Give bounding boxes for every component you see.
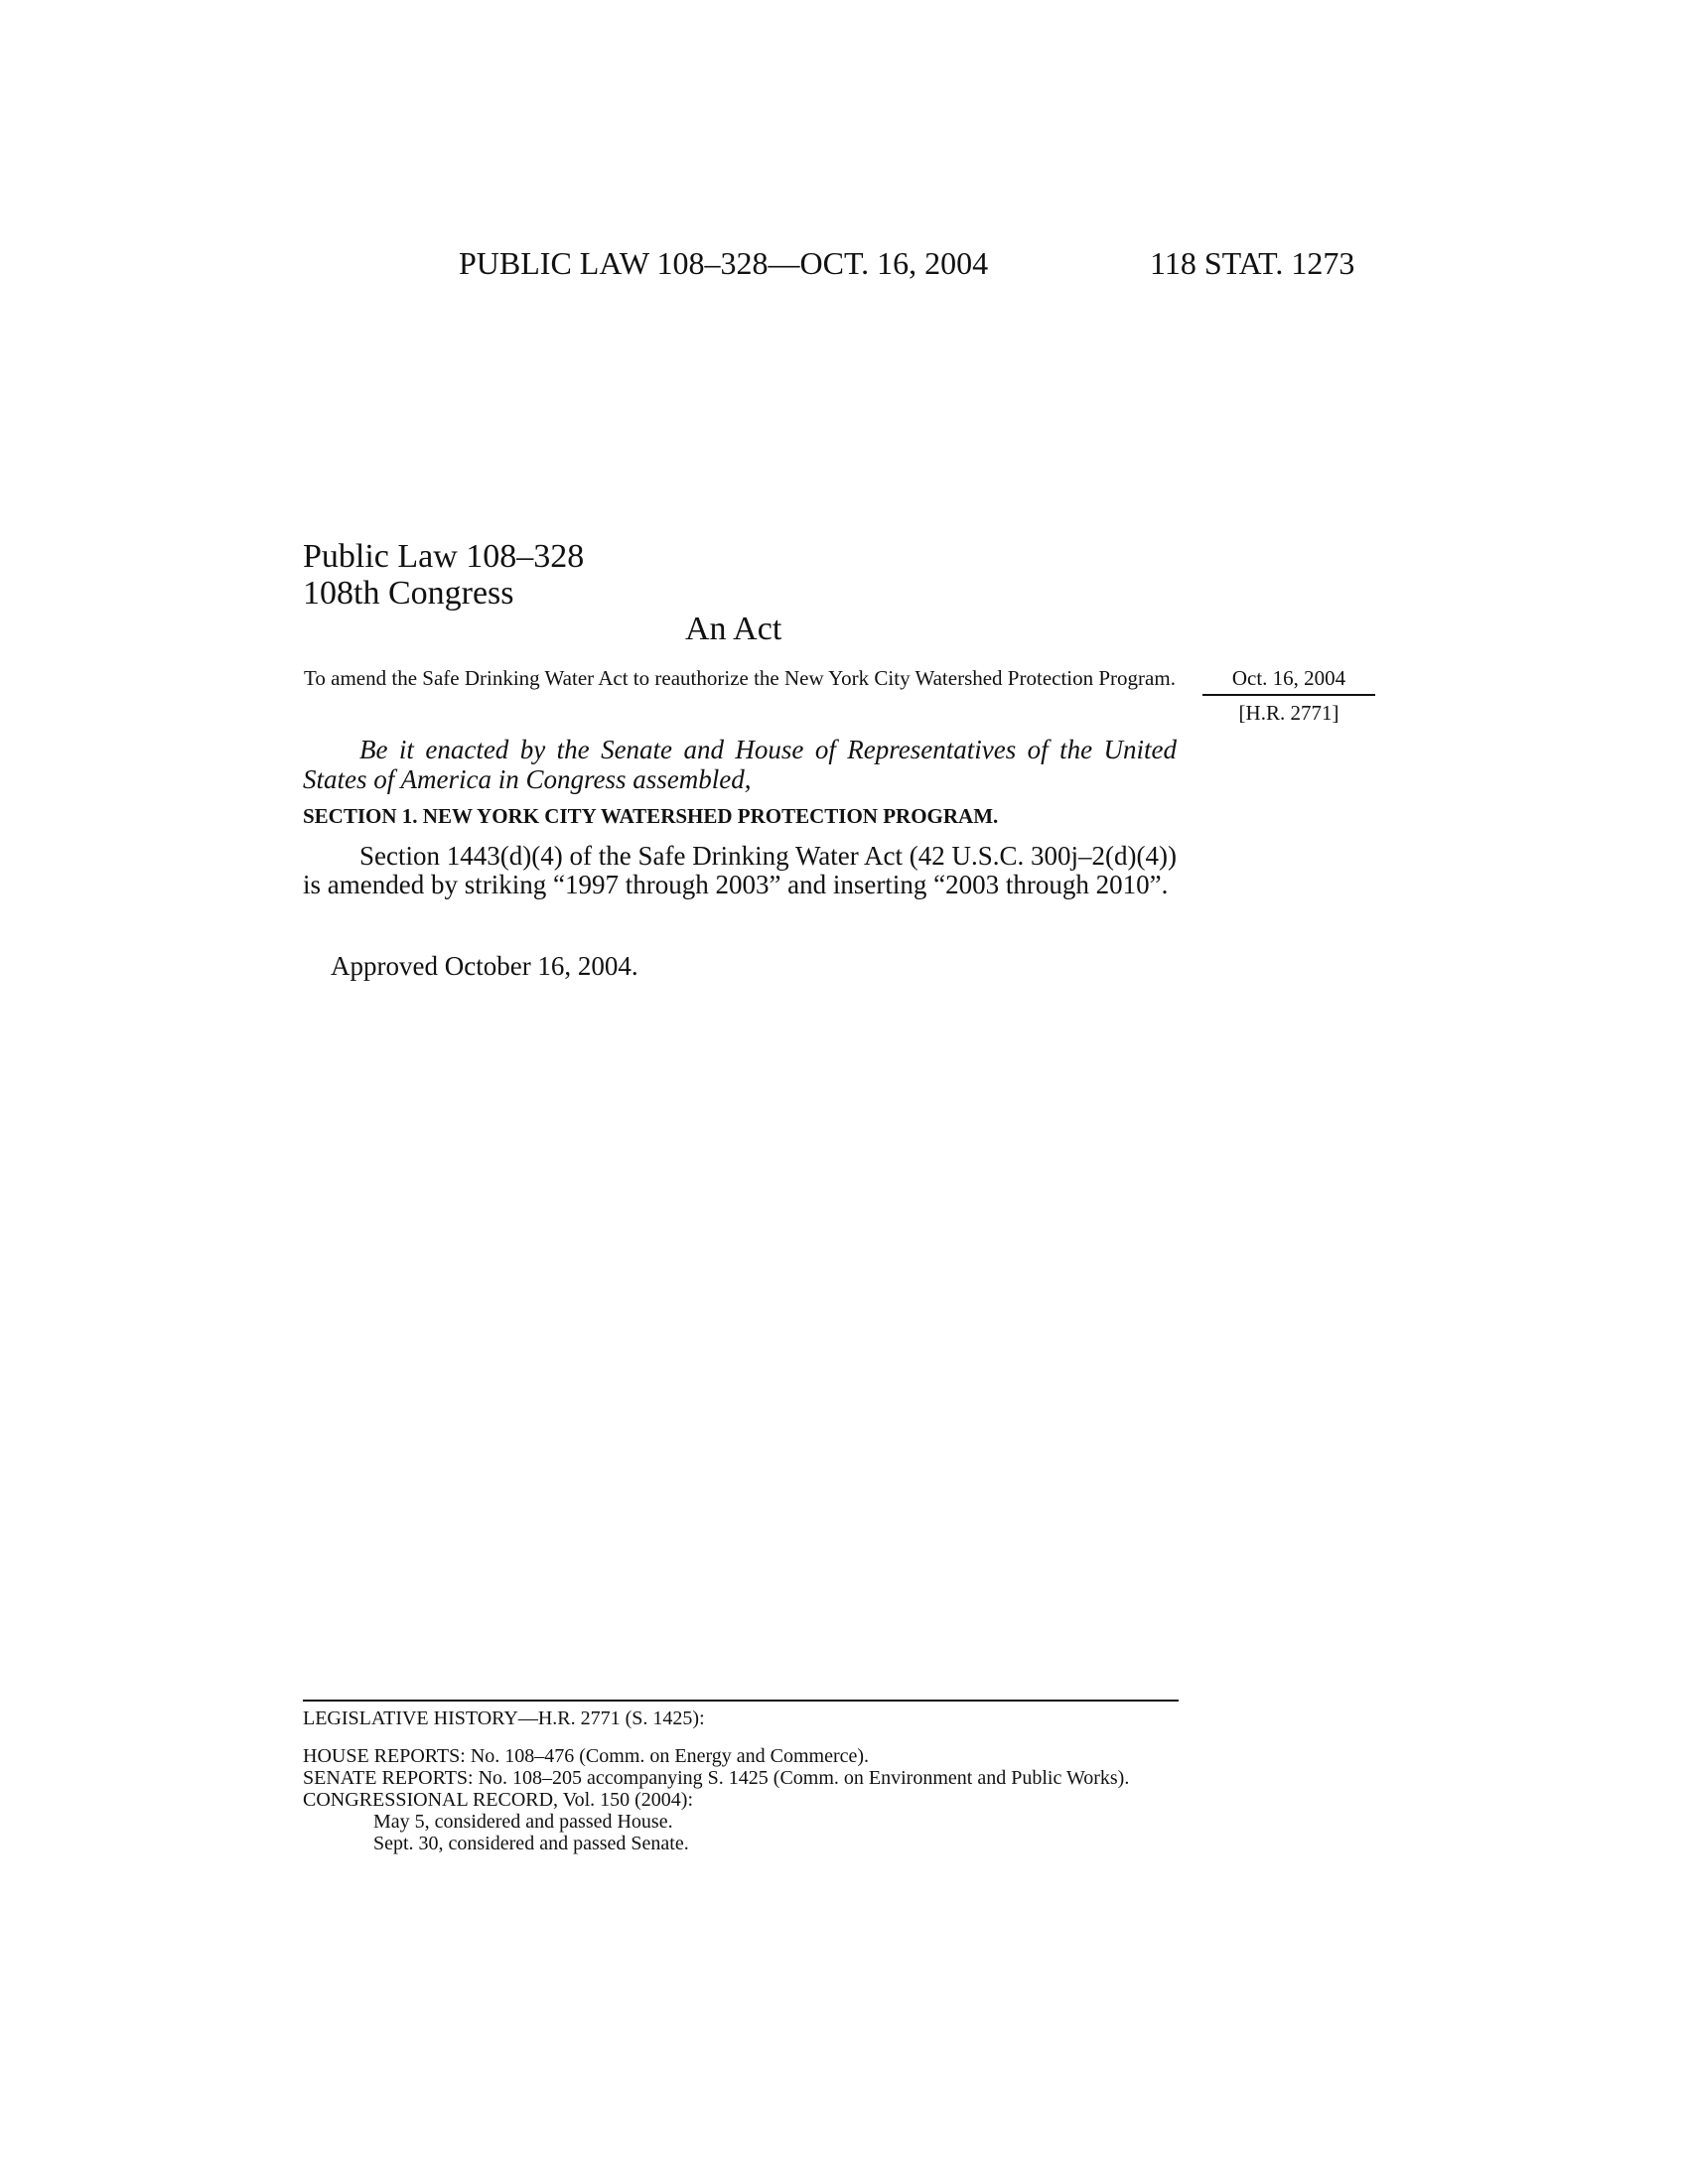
section-heading: SECTION 1. NEW YORK CITY WATERSHED PROTECTION PROGRAM. bbox=[303, 804, 999, 828]
margin-note-date: Oct. 16, 2004 bbox=[1202, 665, 1375, 696]
running-header-left: PUBLIC LAW 108–328—OCT. 16, 2004 bbox=[459, 245, 989, 281]
record-item-house: May 5, considered and passed House. bbox=[373, 1811, 673, 1833]
senate-reports: SENATE REPORTS: No. 108–205 accompanying S. 1425 (Comm. on Environment and Public Works). bbox=[303, 1767, 1130, 1789]
act-heading: An Act bbox=[685, 611, 782, 647]
running-header-right: 118 STAT. 1273 bbox=[1150, 245, 1355, 281]
margin-note-bill: [H.R. 2771] bbox=[1238, 701, 1339, 725]
record-item-senate: Sept. 30, considered and passed Senate. bbox=[373, 1833, 689, 1854]
legislative-history-heading: LEGISLATIVE HISTORY—H.R. 2771 (S. 1425): bbox=[303, 1707, 705, 1729]
legislative-history bbox=[303, 1700, 1179, 1854]
margin-notes bbox=[1202, 665, 1375, 727]
congressional-record: CONGRESSIONAL RECORD, Vol. 150 (2004): bbox=[303, 1789, 693, 1811]
congress-number: 108th Congress bbox=[303, 575, 514, 612]
section-body: Section 1443(d)(4) of the Safe Drinking Water Act (42 U.S.C. 300j–2(d)(4)) is amended by striking “1997 through 2003” and inserting “2003 through 2010”. bbox=[303, 841, 1177, 899]
law-number: Public Law 108–328 bbox=[303, 538, 585, 575]
approval-date: Approved October 16, 2004. bbox=[331, 951, 638, 981]
house-reports: HOUSE REPORTS: No. 108–476 (Comm. on Energy and Commerce). bbox=[303, 1745, 870, 1767]
act-purpose: To amend the Safe Drinking Water Act to reauthorize the New York City Watershed Protection Program. bbox=[304, 666, 1176, 690]
enacting-clause: Be it enacted by the Senate and House of Representatives of the United States of America in Congress assembled, bbox=[303, 735, 1177, 794]
